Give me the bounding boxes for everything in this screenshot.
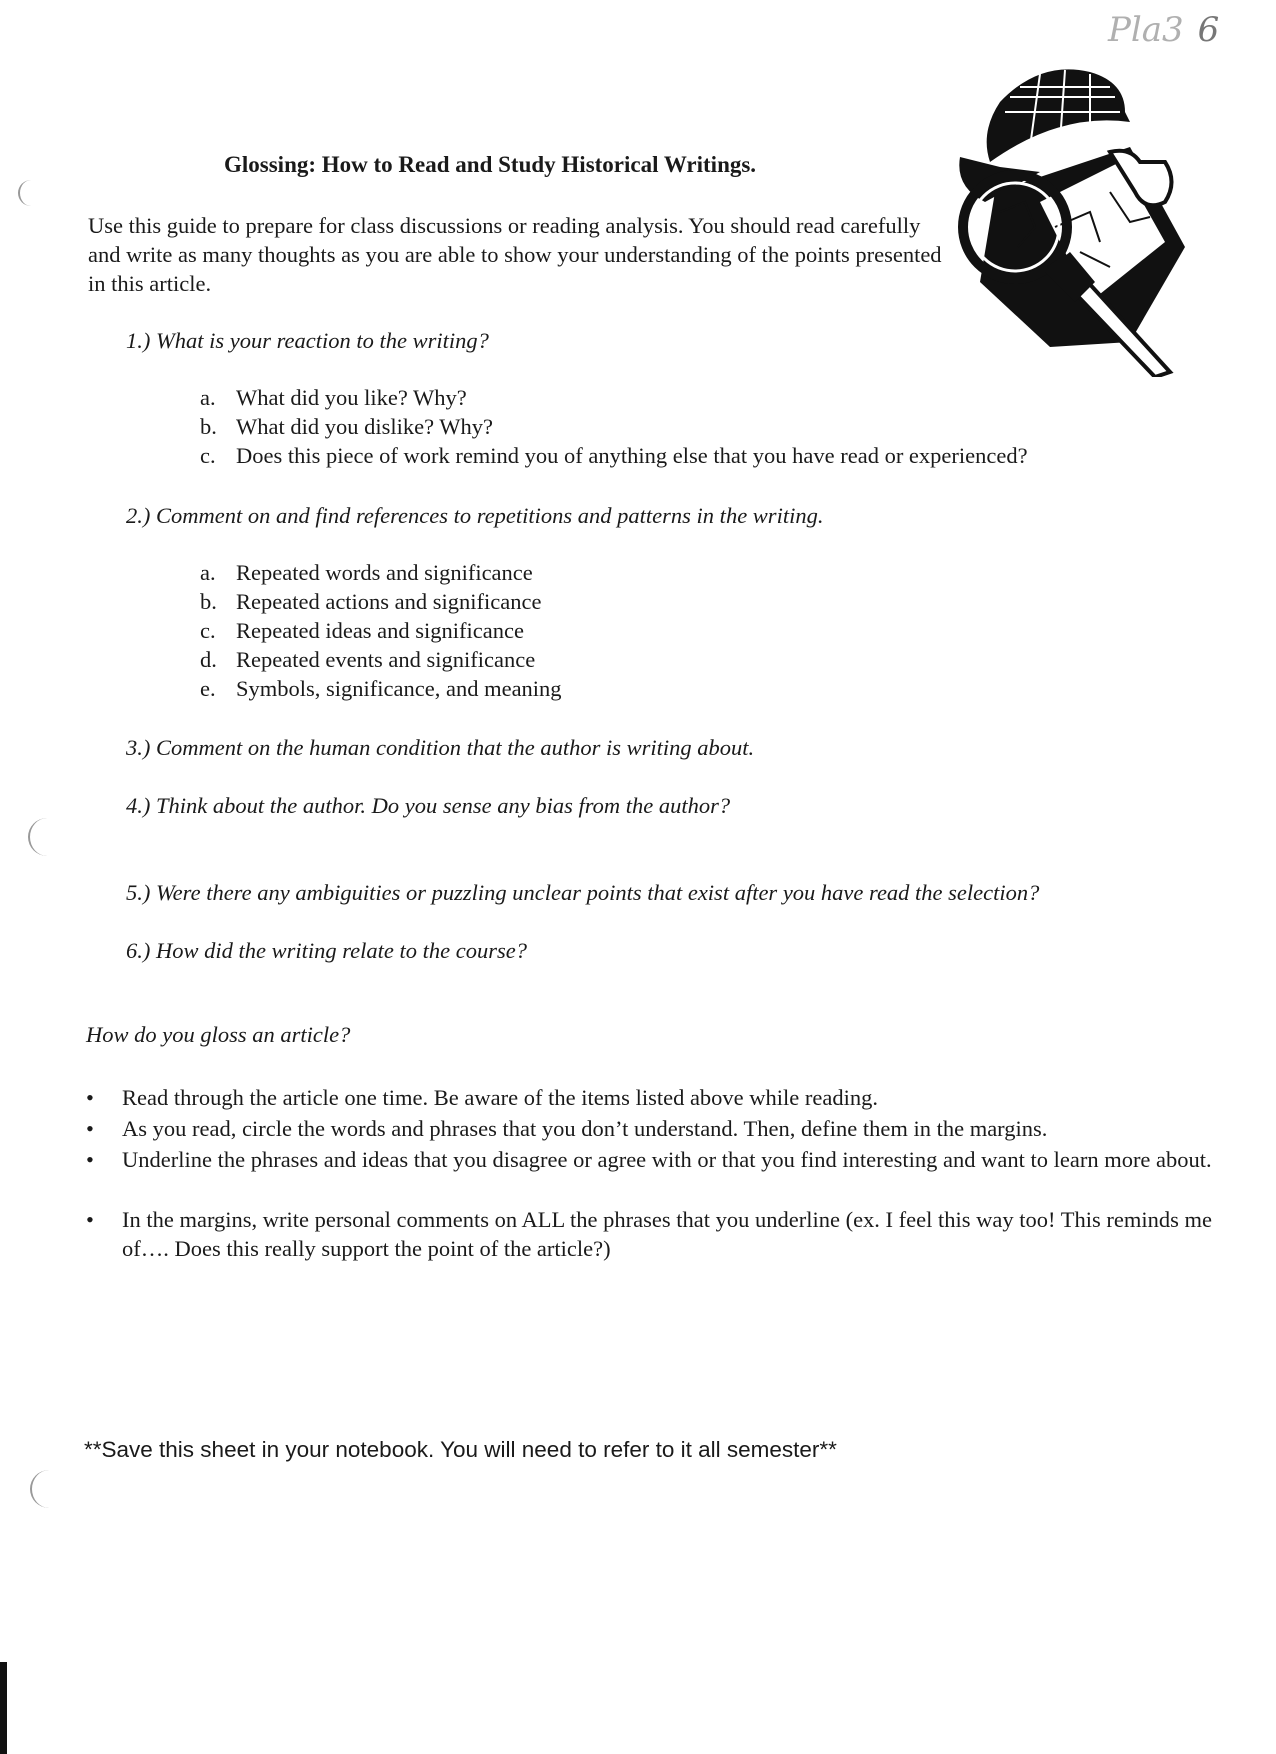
footer-note: **Save this sheet in your notebook. You will need to refer to it all semester** bbox=[84, 1437, 837, 1462]
q1-item-c bbox=[200, 443, 1028, 469]
question-text: What is your reaction to the writing? bbox=[156, 328, 489, 353]
bullet-icon: • bbox=[86, 1147, 94, 1172]
item-letter: a. bbox=[200, 560, 216, 585]
q1-item-a bbox=[200, 385, 467, 411]
detective-magnifier-icon bbox=[940, 52, 1200, 377]
item-letter: b. bbox=[200, 414, 217, 439]
item-letter: c. bbox=[200, 618, 216, 643]
bullet-icon: • bbox=[86, 1085, 94, 1110]
question-number: 6.) bbox=[126, 938, 151, 963]
item-letter: c. bbox=[200, 443, 216, 468]
q2-item-b bbox=[200, 589, 542, 615]
question-text: Comment on and find references to repetitions and patterns in the writing. bbox=[156, 503, 824, 528]
bullet-icon: • bbox=[86, 1116, 94, 1141]
question-number: 5.) bbox=[126, 880, 151, 905]
bullet-icon: • bbox=[86, 1207, 94, 1232]
scan-edge-bar bbox=[0, 1662, 7, 1754]
q2-item-d bbox=[200, 647, 535, 673]
hole-punch-mark bbox=[30, 1470, 54, 1508]
item-letter: a. bbox=[200, 385, 216, 410]
question-text: Comment on the human condition that the author is writing about. bbox=[156, 735, 755, 760]
bullet-text: Underline the phrases and ideas that you disagree or agree with or that you find interesting and want to learn more about. bbox=[122, 1147, 1212, 1172]
bullet-text: As you read, circle the words and phrases that you don’t understand. Then, define them in the margins. bbox=[122, 1116, 1048, 1141]
question-text: How did the writing relate to the course? bbox=[156, 938, 528, 963]
item-text: Repeated events and significance bbox=[236, 647, 536, 672]
item-letter: e. bbox=[200, 676, 216, 701]
page-title: Glossing: How to Read and Study Historical Writings. bbox=[224, 152, 757, 177]
question-number: 1.) bbox=[126, 328, 151, 353]
item-text: Repeated words and significance bbox=[236, 560, 533, 585]
item-text: Symbols, significance, and meaning bbox=[236, 676, 562, 701]
handwritten-note: Pla3 bbox=[1108, 10, 1184, 50]
question-6 bbox=[126, 938, 527, 964]
item-text: What did you like? Why? bbox=[236, 385, 467, 410]
item-text: Repeated ideas and significance bbox=[236, 618, 524, 643]
q2-item-c bbox=[200, 618, 524, 644]
item-letter: b. bbox=[200, 589, 217, 614]
question-text: Think about the author. Do you sense any bias from the author? bbox=[156, 793, 731, 818]
bullet-text: In the margins, write personal comments on ALL the phrases that you underline (ex. I feel this way too! This reminds me of…. Does this really support the point of the article?) bbox=[122, 1207, 1212, 1261]
howto-heading: How do you gloss an article? bbox=[86, 1022, 351, 1047]
intro-paragraph: Use this guide to prepare for class discussions or reading analysis. You should read carefully and write as many thoughts as you are able to show your understanding of the points presented in this article. bbox=[88, 213, 942, 296]
item-text: What did you dislike? Why? bbox=[236, 414, 494, 439]
hole-punch-mark bbox=[28, 818, 52, 856]
question-1 bbox=[126, 328, 489, 354]
handwritten-corner-note bbox=[1108, 10, 1219, 50]
question-3 bbox=[126, 735, 754, 761]
q1-item-b bbox=[200, 414, 493, 440]
bullet-text: Read through the article one time. Be aware of the items listed above while reading. bbox=[122, 1085, 878, 1110]
item-text: Does this piece of work remind you of anything else that you have read or experienced? bbox=[236, 443, 1028, 468]
handwritten-page-number: 6 bbox=[1197, 10, 1220, 50]
item-text: Repeated actions and significance bbox=[236, 589, 542, 614]
question-5 bbox=[126, 880, 1039, 906]
question-text: Were there any ambiguities or puzzling unclear points that exist after you have read the selection? bbox=[156, 880, 1040, 905]
q2-item-e bbox=[200, 676, 562, 702]
question-number: 2.) bbox=[126, 503, 151, 528]
item-letter: d. bbox=[200, 647, 217, 672]
question-number: 4.) bbox=[126, 793, 151, 818]
question-4 bbox=[126, 793, 730, 819]
hole-punch-mark bbox=[18, 180, 42, 206]
question-number: 3.) bbox=[126, 735, 151, 760]
q2-item-a bbox=[200, 560, 533, 586]
question-2 bbox=[126, 503, 823, 529]
